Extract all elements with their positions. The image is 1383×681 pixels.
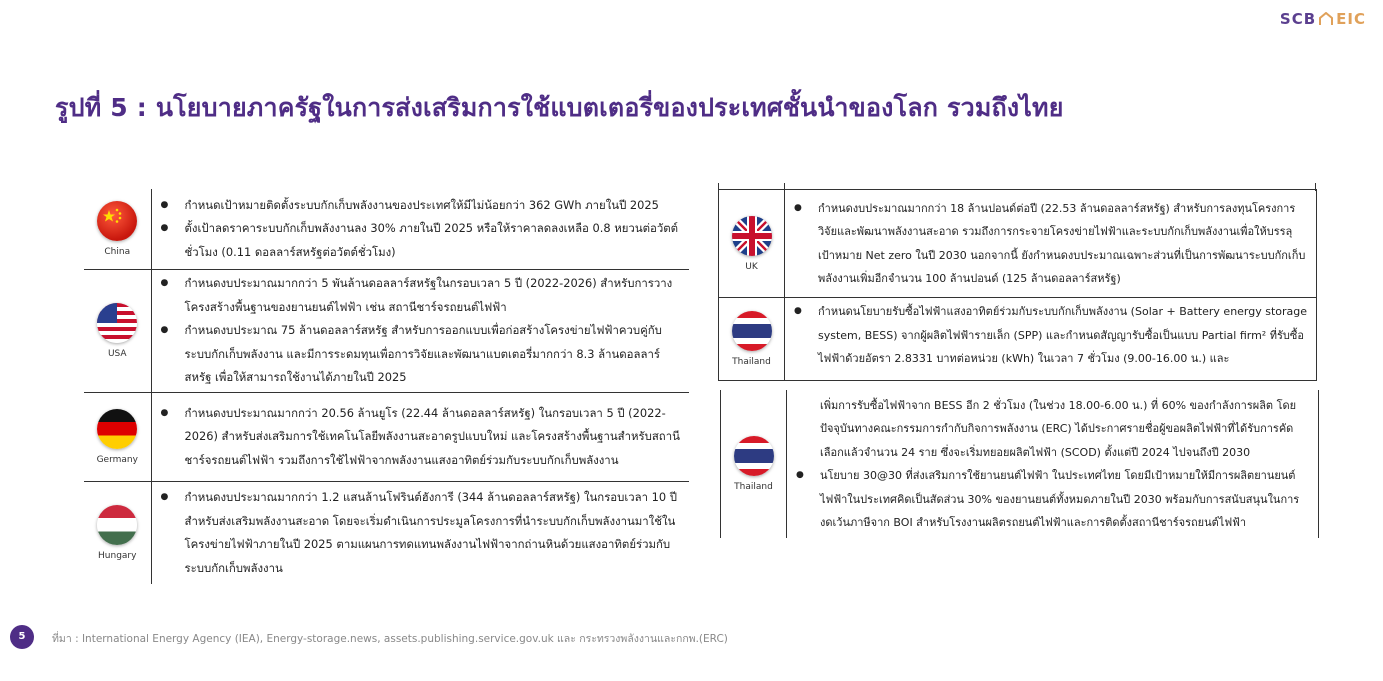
policy-cell — [151, 270, 689, 393]
policy-bullet: ● กำหนดนโยบายรับซื้อไฟฟ้าแสงอาทิตย์ร่วมกับระบบกักเก็บพลังงาน (Solar + Battery energy storage system, BESS) จากผู้ผลิตไฟฟ้ารายเล็ก (SPP) และกำหนดสัญญารับซื้อเป็นแบบ Partial firm² ที่รับซื้อไฟฟ้าด้วยอัตรา 2.8331 บาทต่อหน่วย (kWh) ในเวลา 7 ชั่วโมง (9.00-16.00 น.) และ — [794, 300, 1309, 371]
flag-cell-uk — [719, 190, 785, 298]
flag-cell-hungary — [84, 482, 151, 585]
table-row — [84, 393, 689, 482]
policy-cell — [151, 189, 689, 270]
uk-flag-icon — [732, 216, 772, 256]
policy-bullet: ● ตั้งเป้าลดราคาระบบกักเก็บพลังงานลง 30% ภายในปี 2025 หรือให้ราคาลดลงเหลือ 0.8 หยวนต่อวัตต์ชั่วโมง (0.11 ดอลลาร์สหรัฐต่อวัตต์ชั่วโมง) — [161, 217, 683, 264]
thailand-flag-icon — [732, 311, 772, 351]
table-row — [719, 298, 1317, 381]
table-row — [84, 482, 689, 585]
logo-eic-text: EIC — [1336, 10, 1366, 28]
flag-cell-china — [84, 189, 151, 270]
policy-bullet: ● กำหนดงบประมาณมากกว่า 18 ล้านปอนด์ต่อปี (22.53 ล้านดอลลาร์สหรัฐ) สำหรับการลงทุนโครงการวิจัยและพัฒนาพลังงานสะอาด รวมถึงการกระจายโครงข่ายไฟฟ้าและระบบกักเก็บพลังงานเพื่อให้บรรลุเป้าหมาย Net zero ในปี 2030 นอกจากนี้ ยังกำหนดงบประมาณเฉพาะส่วนที่เป็นการพัฒนาระบบกักเก็บพลังงานเพิ่มอีกจำนวน 100 ล้านปอนด์ (125 ล้านดอลลาร์สหรัฐ) — [794, 197, 1309, 291]
house-icon — [1318, 12, 1334, 26]
policy-cell — [151, 482, 689, 585]
germany-flag-icon — [97, 409, 137, 449]
policy-continuation: เพิ่มการรับซื้อไฟฟ้าจาก BESS อีก 2 ชั่วโมง (ในช่วง 18.00-6.00 น.) ที่ 60% ของกำลังการผลิต โดยปัจจุบันทางคณะกรรมการกำกับกิจการพลังงาน (ERC) ได้ประกาศรายชื่อผู้ขอผลิตไฟฟ้าที่ได้รับการคัดเลือกแล้วจำนวน 24 ราย ซึ่งจะเริ่มทยอยผลิตไฟฟ้า (SCOD) ตั้งแต่ปี 2024 ไปจนถึงปี 2030 — [820, 398, 1297, 459]
flag-cell-thailand — [719, 298, 785, 381]
china-flag-icon — [97, 201, 137, 241]
table-row — [84, 270, 689, 393]
right-policy-table-continued — [720, 390, 1319, 538]
policy-cell — [151, 393, 689, 482]
page-title: รูปที่ 5 : นโยบายภาครัฐในการส่งเสริมการใช้แบตเตอรี่ของประเทศชั้นนำของโลก รวมถึงไทย — [55, 93, 1064, 122]
thailand-flag-icon — [734, 436, 774, 476]
usa-flag-icon — [97, 303, 137, 343]
policy-bullet: ● กำหนดงบประมาณ 75 ล้านดอลลาร์สหรัฐ สำหรับการออกแบบเพื่อก่อสร้างโครงข่ายไฟฟ้าควบคู่กับระบบกักเก็บพลังงาน และมีการระดมทุนเพื่อการวิจัยและพัฒนาแบตเตอรี่มากกว่า 8.3 ล้านดอลลาร์สหรัฐ เพื่อให้สามารถใช้งานได้ภายในปี 2025 — [161, 319, 683, 390]
policy-bullet: ● กำหนดเป้าหมายติดตั้งระบบกักเก็บพลังงานของประเทศให้มีไม่น้อยกว่า 362 GWh ภายในปี 2025 — [161, 194, 683, 218]
flag-cell-thailand-2 — [721, 390, 787, 538]
policy-bullet: ● กำหนดงบประมาณมากกว่า 1.2 แสนล้านโฟรินต์ฮังการี (344 ล้านดอลลาร์สหรัฐ) ในกรอบเวลา 10 ปี สำหรับส่งเสริมพลังงานสะอาด โดยจะเริ่มดำเนินการประมูลโครงการที่นำระบบกักเก็บพลังงานมาใช้ในโครงข่ายไฟฟ้าภายในปี 2025 ตามแผนการทดแทนพลังงานไฟฟ้าจากถ่านหินด้วยแสงอาทิตย์ร่วมกับระบบกักเก็บพลังงาน — [161, 486, 683, 580]
left-policy-table — [84, 189, 689, 584]
policy-cell — [785, 190, 1317, 298]
table-row — [719, 190, 1317, 298]
policy-bullet: ● กำหนดงบประมาณมากกว่า 20.56 ล้านยูโร (22.44 ล้านดอลลาร์สหรัฐ) ในกรอบเวลา 5 ปี (2022-2026) สำหรับส่งเสริมการใช้เทคโนโลยีพลังงานสะอาดรูปแบบใหม่ และโครงสร้างพื้นฐานสำหรับสถานีชาร์จรถยนต์ไฟฟ้า รวมถึงการใช้ไฟฟ้าจากพลังงานแสงอาทิตย์ร่วมกับระบบกักเก็บพลังงาน — [161, 402, 683, 473]
policy-cell — [787, 390, 1319, 538]
table-row — [721, 390, 1319, 538]
policy-bullet: ● นโยบาย 30@30 ที่ส่งเสริมการใช้ยานยนต์ไฟฟ้า ในประเทศไทย โดยมีเป้าหมายให้มีการผลิตยานยนต์ไฟฟ้าในประเทศคิดเป็นสัดส่วน 30% ของยานยนต์ทั้งหมดภายในปี 2030 พร้อมกับการสนับสนุนในการงดเว้นภาษีจาก BOI สำหรับโรงงานผลิตรถยนต์ไฟฟ้าและการติดตั้งสถานีชาร์จรถยนต์ไฟฟ้า — [796, 464, 1311, 534]
page-number-badge: 5 — [10, 625, 34, 649]
scb-eic-logo — [1280, 10, 1366, 28]
country-label: Thailand — [734, 482, 773, 492]
logo-scb-text: SCB — [1279, 10, 1317, 28]
country-label: China — [104, 247, 131, 257]
country-label: UK — [745, 261, 758, 272]
country-label: Hungary — [98, 551, 137, 561]
country-label: Thailand — [732, 357, 771, 367]
country-label: USA — [107, 349, 127, 359]
policy-cell — [785, 298, 1317, 381]
flag-cell-usa — [84, 270, 151, 393]
policy-bullet: ● กำหนดงบประมาณมากกว่า 5 พันล้านดอลลาร์สหรัฐในกรอบเวลา 5 ปี (2022-2026) สำหรับการวางโครงสร้างพื้นฐานของยานยนต์ไฟฟ้า เช่น สถานีชาร์จรถยนต์ไฟฟ้า — [161, 272, 683, 319]
source-note: ที่มา : International Energy Agency (IEA), Energy-storage.news, assets.publishing.service.gov.uk และ กระทรวงพลังงานและกกพ.(ERC) — [52, 633, 728, 645]
table-row — [84, 189, 689, 270]
hungary-flag-icon — [97, 505, 137, 545]
flag-cell-germany — [84, 393, 151, 482]
country-label: Germany — [96, 455, 138, 465]
right-policy-table — [718, 189, 1317, 381]
